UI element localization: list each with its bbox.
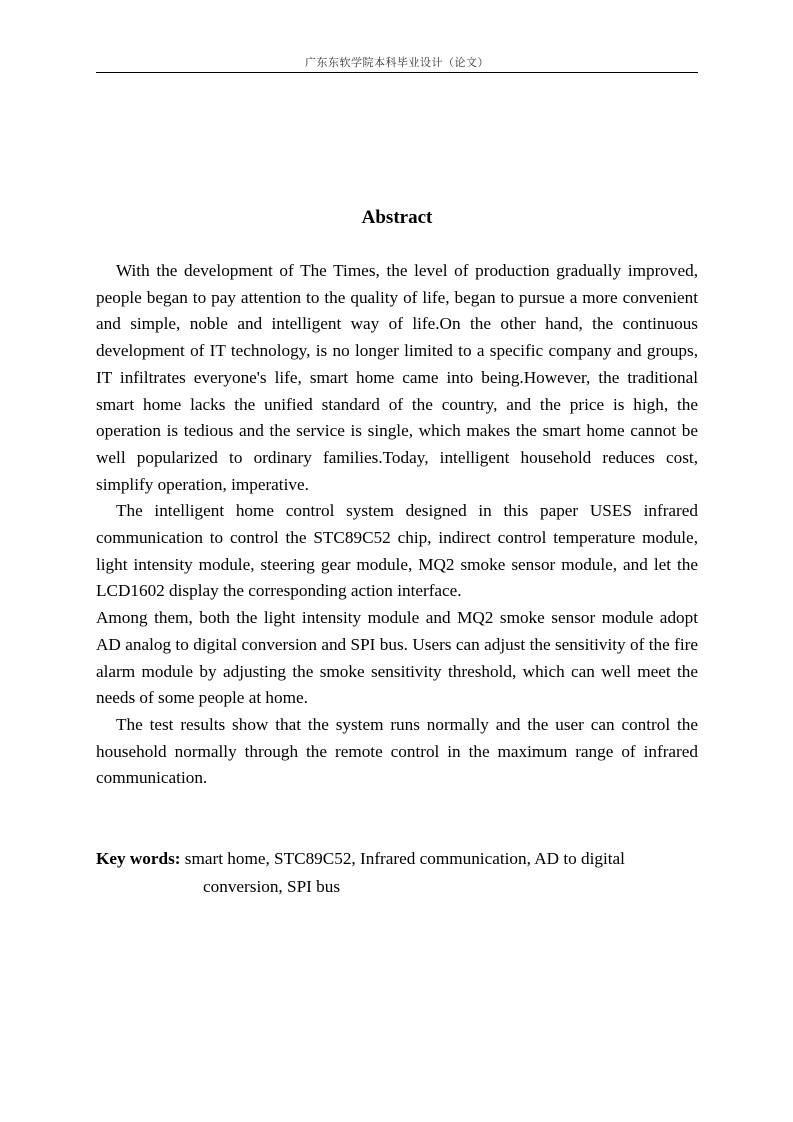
- abstract-paragraph-2: The intelligent home control system designed in this paper USES infrared communication to control the STC89C52 chip, indirect control temperature module, light intensity module, steering gear module, MQ2 smoke sensor module, and let the LCD1602 display the corresponding action interface.: [96, 501, 698, 601]
- keywords-text: smart home, STC89C52, Infrared communication, AD to digital conversion, SPI bus: [184, 849, 625, 896]
- keywords-label: Key words:: [96, 849, 181, 868]
- abstract-body: [96, 258, 698, 792]
- abstract-paragraph-4: The test results show that the system runs normally and the user can control the household normally through the remote control in the maximum range of infrared communication.: [96, 714, 698, 788]
- keywords: [96, 845, 698, 901]
- running-header: 广东东软学院本科毕业设计（论文）: [305, 56, 489, 69]
- abstract-paragraph-3: Among them, both the light intensity module and MQ2 smoke sensor module adopt AD analog to digital conversion and SPI bus. Users can adjust the sensitivity of the fire alarm module by adjusting the smoke sensitivity threshold, which can well meet the needs of some people at home.: [96, 608, 698, 708]
- header-rule: [96, 72, 698, 73]
- abstract-paragraph-1: With the development of The Times, the level of production gradually improved, people began to pay attention to the quality of life, began to pursue a more convenient and simple, noble and intelligent way of life.On the other hand, the continuous development of IT technology, is no longer limited to a specific company and groups, IT infiltrates everyone's life, smart home came into being.However, the traditional smart home lacks the unified standard of the country, and the price is high, the operation is tedious and the service is single, which makes the smart home cannot be well popularized to ordinary families.Today, intelligent household reduces cost, simplify operation, imperative.: [96, 261, 698, 494]
- abstract-title: Abstract: [361, 207, 433, 228]
